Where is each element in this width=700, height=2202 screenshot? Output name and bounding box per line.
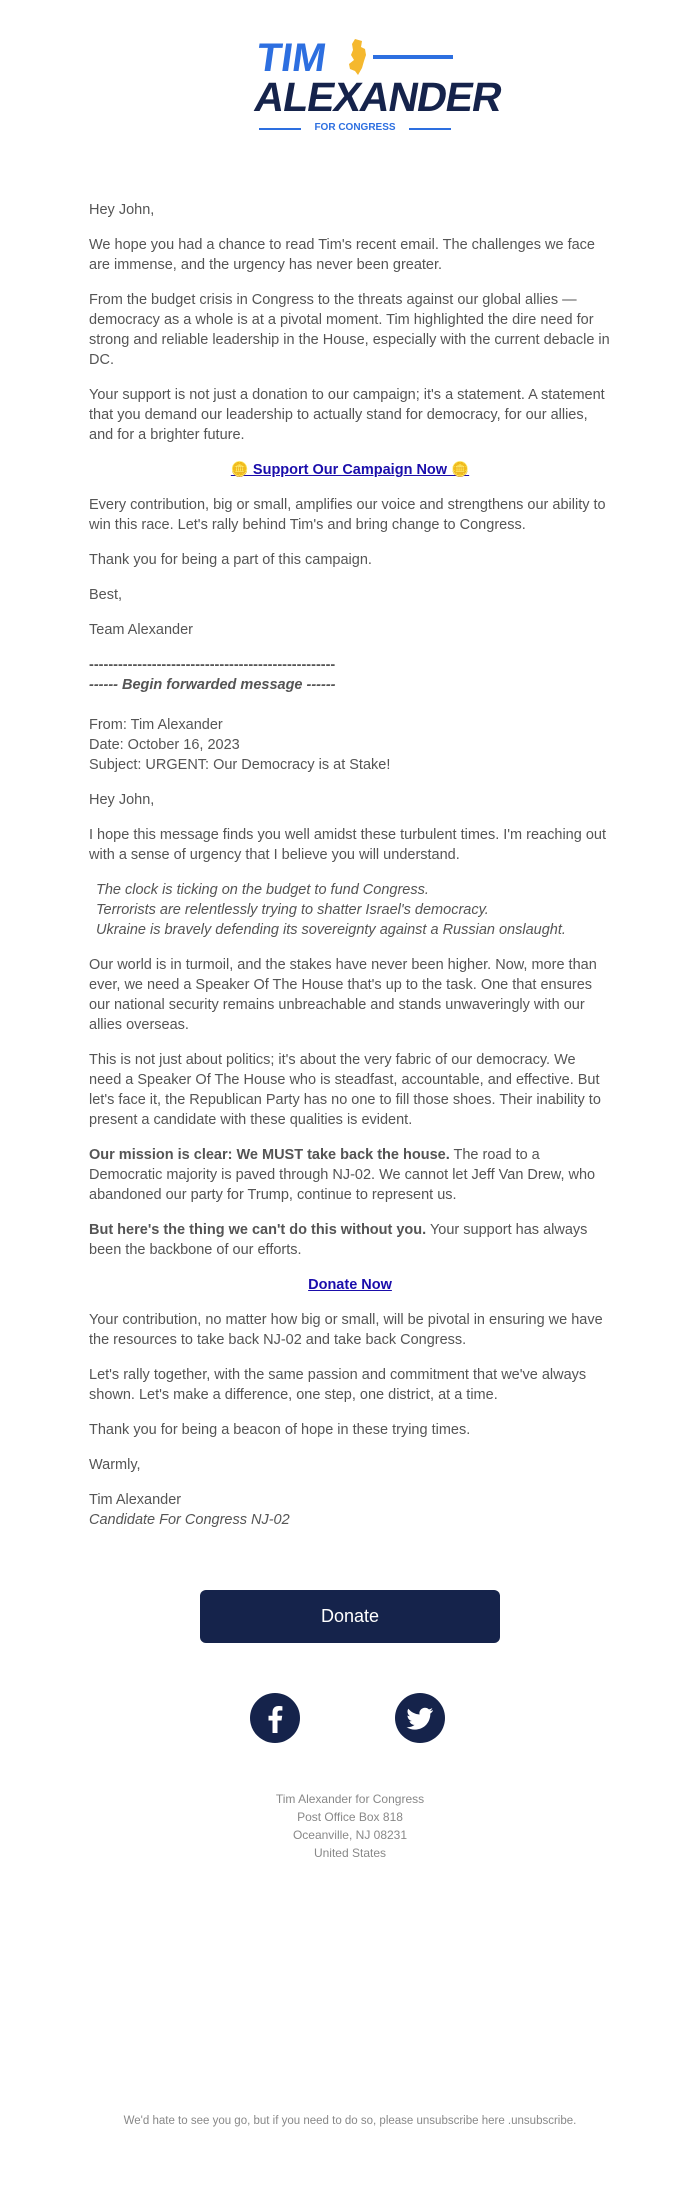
logo-first-name: TIM — [253, 36, 330, 80]
intro-closing: Best, — [89, 587, 123, 603]
mailing-address — [150, 1790, 550, 1862]
support-bold: But here's the thing we can't do this without you. — [89, 1222, 427, 1238]
forward-divider: --------------------------------------------------- — [89, 657, 336, 673]
quote-line-3: Ukraine is bravely defending its sovereignty against a Russian onslaught. — [96, 922, 566, 938]
message-paragraph-6: Your contribution, no matter how big or small, will be pivotal in ensuring we have the resources to take back NJ-02 and take back Congress. — [89, 1312, 603, 1348]
intro-greeting: Hey John, — [89, 202, 155, 218]
message-paragraph-1: I hope this message finds you well amidst these turbulent times. I'm reaching out with a sense of urgency that I believe you will understand. — [89, 827, 606, 863]
message-paragraph-8: Thank you for being a beacon of hope in these trying times. — [89, 1422, 471, 1438]
mission-rest: The road to a Democratic majority is paved through NJ-02. We cannot let Jeff Van Drew, who abandoned our party for Trump, continue to represent us. — [89, 1147, 596, 1203]
campaign-logo — [251, 36, 506, 136]
intro-signature: Team Alexander — [89, 622, 193, 638]
address-line-3: Oceanville, NJ 08231 — [292, 1828, 408, 1842]
intro-paragraph-3: Your support is not just a donation to our campaign; it's a statement. A statement that you demand our leadership to actually stand for democracy, for our allies, and for a brighter future. — [89, 387, 605, 443]
email-body — [89, 200, 611, 1545]
signer-name: Tim Alexander — [89, 1492, 182, 1508]
message-signature — [89, 1490, 611, 1530]
message-paragraph-5 — [89, 1220, 611, 1260]
support-rest: Your support has always been the backbone of our efforts. — [89, 1222, 588, 1258]
message-paragraph-7: Let's rally together, with the same passion and commitment that we've always shown. Let's make a difference, one step, one district, at a time. — [89, 1367, 587, 1403]
support-link-wrap — [89, 460, 611, 480]
message-closing: Warmly, — [89, 1457, 141, 1473]
address-line-1: Tim Alexander for Congress — [275, 1792, 425, 1806]
message-quote — [89, 880, 611, 940]
logo-line-right — [409, 128, 451, 130]
unsubscribe-footer[interactable]: We'd hate to see you go, but if you need to do so, please unsubscribe here .unsubscribe. — [123, 2115, 577, 2127]
donate-link-wrap — [89, 1275, 611, 1295]
forward-subject: Subject: URGENT: Our Democracy is at Stake! — [89, 757, 391, 773]
message-greeting: Hey John, — [89, 792, 155, 808]
quote-line-2: Terrorists are relentlessly trying to shatter Israel's democracy. — [96, 902, 489, 918]
logo-line-left — [259, 128, 301, 130]
signer-title: Candidate For Congress NJ-02 — [89, 1512, 290, 1528]
donate-now-link[interactable]: Donate Now — [308, 1277, 392, 1293]
address-line-4: United States — [313, 1846, 387, 1860]
intro-paragraph-5: Thank you for being a part of this campaign. — [89, 552, 372, 568]
message-paragraph-4 — [89, 1145, 611, 1205]
address-line-2: Post Office Box 818 — [297, 1810, 403, 1824]
intro-paragraph-4: Every contribution, big or small, amplifies our voice and strengthens our ability to win this race. Let's rally behind Tim's and bring change to Congress. — [89, 497, 606, 533]
new-jersey-icon — [347, 38, 369, 76]
forward-date: Date: October 16, 2023 — [89, 737, 240, 753]
intro-paragraph-1: We hope you had a chance to read Tim's recent email. The challenges we face are immense, and the urgency has never been greater. — [89, 237, 595, 273]
mission-bold: Our mission is clear: We MUST take back the house. — [89, 1147, 450, 1163]
donate-button[interactable]: Donate — [200, 1590, 500, 1643]
facebook-icon[interactable] — [250, 1693, 300, 1743]
message-paragraph-3: This is not just about politics; it's about the very fabric of our democracy. We need a Speaker Of The House who is steadfast, accountable, and effective. But let's face it, the Republican Party has no one to fill those shoes. Their inability to present a candidate with these qualities is evident. — [89, 1052, 601, 1128]
message-paragraph-2: Our world is in turmoil, and the stakes have never been higher. Now, more than ever, we need a Speaker Of The House that's up to the task. One that ensures our national security remains unbreachable and stands unwaveringly with our allies overseas. — [89, 957, 597, 1033]
intro-paragraph-2: From the budget crisis in Congress to the threats against our global allies — democracy as a whole is at a pivotal moment. Tim highlighted the dire need for strong and reliable leadership in the House, especially with the current debacle in DC. — [89, 292, 610, 368]
logo-last-name: ALEXANDER — [251, 74, 506, 120]
forward-meta — [89, 715, 611, 775]
forward-header: ------ Begin forwarded message ------ — [89, 677, 336, 693]
twitter-icon[interactable] — [395, 1693, 445, 1743]
quote-line-1: The clock is ticking on the budget to fund Congress. — [96, 882, 429, 898]
logo-accent-bar — [373, 55, 453, 59]
logo-tagline: FOR CONGRESS — [314, 122, 396, 133]
forward-from: From: Tim Alexander — [89, 717, 223, 733]
support-campaign-link[interactable]: 🪙 Support Our Campaign Now 🪙 — [230, 462, 470, 478]
